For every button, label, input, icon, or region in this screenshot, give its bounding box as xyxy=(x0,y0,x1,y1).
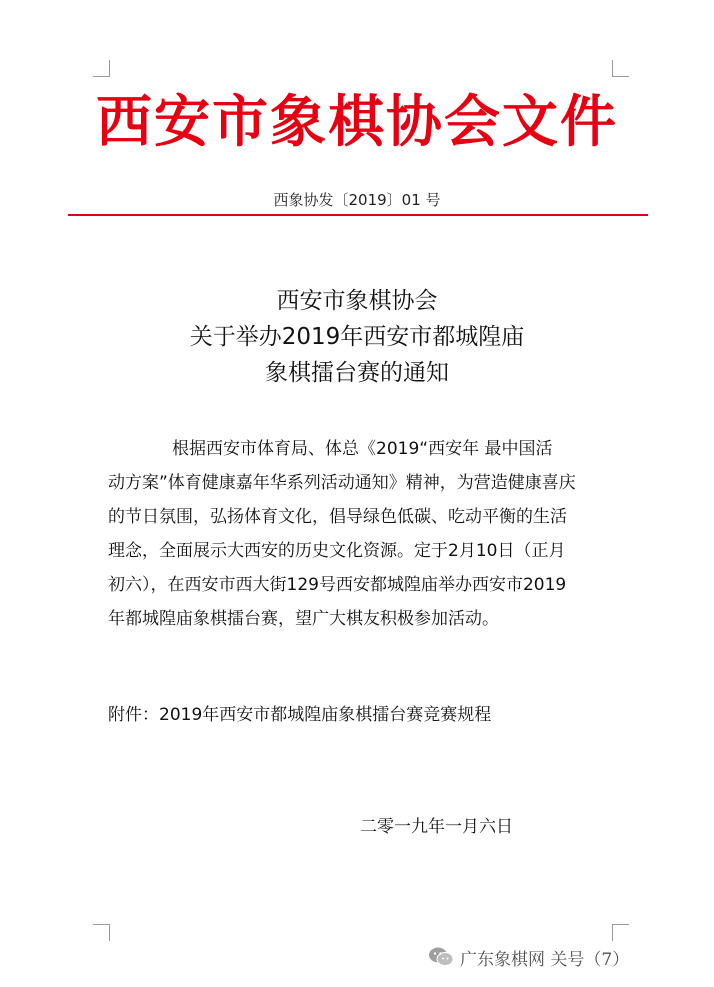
wechat-icon xyxy=(428,946,454,968)
notice-title xyxy=(0,283,714,391)
crop-mark-bottom-left xyxy=(93,924,110,941)
body-line: 的节日氛围，弘扬体育文化，倡导绿色低碳、吃动平衡的生活 xyxy=(108,507,567,527)
watermark-text: 广东象棋网 关号（7） xyxy=(460,949,630,970)
crop-mark-bottom-right xyxy=(612,924,629,941)
body-line: 初六），在西安市西大街129号西安都城隍庙举办西安市2019 xyxy=(108,575,567,595)
document-masthead: 西安市象棋协会文件 xyxy=(96,90,618,155)
masthead-divider xyxy=(68,214,648,216)
issue-date: 二零一九年一月六日 xyxy=(360,817,513,837)
watermark xyxy=(428,944,629,970)
attachment-note: 附件：2019年西安市都城隍庙象棋擂台赛竞赛规程 xyxy=(108,705,492,725)
notice-body xyxy=(108,432,608,636)
title-line-2: 关于举办2019年西安市都城隍庙 xyxy=(189,324,525,350)
document-number: 西象协发〔2019〕01 号 xyxy=(273,191,441,209)
body-line: 动方案”体育健康嘉年华系列活动通知》精神，为营造健康喜庆 xyxy=(108,473,576,493)
body-line: 年都城隍庙象棋擂台赛，望广大棋友积极参加活动。 xyxy=(108,609,499,629)
body-line: 理念，全面展示大西安的历史文化资源。定于2月10日（正月 xyxy=(108,541,566,561)
title-line-1: 西安市象棋协会 xyxy=(276,288,438,314)
crop-mark-top-right xyxy=(612,60,629,77)
title-line-3: 象棋擂台赛的通知 xyxy=(265,360,449,386)
body-line: 根据西安市体育局、体总《2019“西安年 最中国活 xyxy=(172,439,553,459)
crop-mark-top-left xyxy=(93,60,110,77)
